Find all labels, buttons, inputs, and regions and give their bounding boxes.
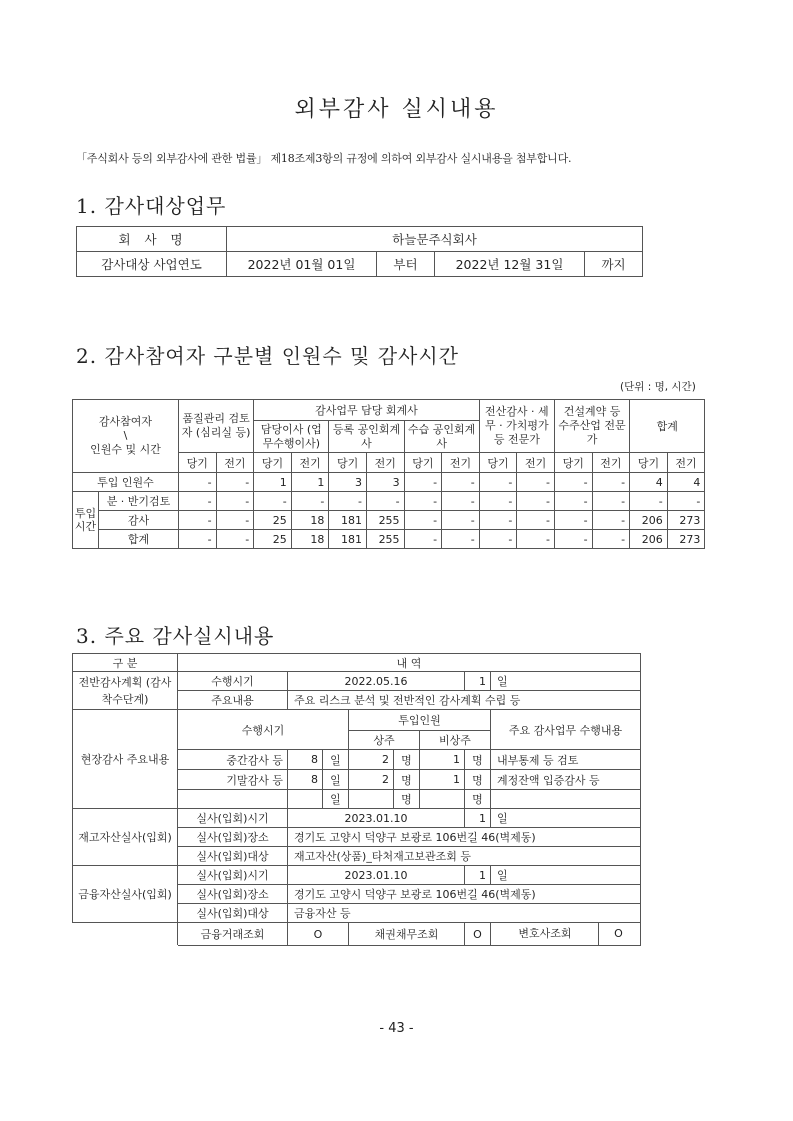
audit-target-table — [76, 226, 643, 277]
row-label-input-time: 투입 시간 — [73, 492, 99, 549]
day-unit: 일 — [323, 790, 349, 809]
day-unit: 일 — [491, 809, 641, 828]
group-total: 합계 — [630, 400, 705, 453]
field-label: 현장감사 주요내용 — [73, 710, 178, 809]
value-cell: 25 — [254, 530, 292, 549]
value-cell: 255 — [366, 511, 404, 530]
period-previous: 전기 — [667, 453, 705, 473]
value-cell: - — [216, 530, 254, 549]
col-category: 구 분 — [73, 654, 178, 672]
period-current: 당기 — [254, 453, 292, 473]
confirm-lawyer-cell — [491, 923, 641, 946]
field-row-name — [178, 790, 288, 809]
value-cell: 273 — [667, 511, 705, 530]
value-cell: 181 — [329, 530, 367, 549]
unit-label: (단위 : 명, 시간) — [620, 381, 696, 393]
period-to: 까지 — [585, 252, 643, 277]
value-cell: 3 — [329, 473, 367, 492]
period-label: 감사대상 사업연도 — [77, 252, 227, 277]
day-unit: 일 — [491, 866, 641, 885]
field-row-name: 중간감사 등 — [178, 750, 288, 770]
value-cell: - — [479, 511, 517, 530]
value-cell: - — [517, 530, 555, 549]
blank-cell — [73, 923, 178, 946]
value-cell: - — [479, 530, 517, 549]
value-cell: - — [366, 492, 404, 511]
value-cell: 255 — [366, 530, 404, 549]
value-cell: 25 — [254, 511, 292, 530]
value-cell: - — [254, 492, 292, 511]
value-cell: - — [179, 530, 217, 549]
field-row-resident: 2 — [349, 770, 394, 790]
value-cell: - — [216, 473, 254, 492]
confirm-debt-value: O — [465, 923, 491, 946]
plan-when-label: 수행시기 — [178, 672, 288, 691]
value-cell: 206 — [630, 530, 668, 549]
value-cell: - — [404, 492, 442, 511]
col-detail: 내 역 — [178, 654, 641, 672]
field-row-desc — [491, 790, 641, 809]
value-cell: - — [179, 511, 217, 530]
inventory-place: 경기도 고양시 덕양구 보광로 106번길 46(벽제동) — [288, 828, 641, 847]
confirm-finance-label: 금융거래조회 — [178, 923, 288, 946]
plan-day-unit: 일 — [491, 672, 641, 691]
inventory-label: 재고자산실사(입회) — [73, 809, 178, 866]
participants-table — [72, 399, 705, 549]
value-cell: - — [554, 492, 592, 511]
field-staff-label: 투입인원 — [349, 710, 491, 731]
corner-cell — [73, 400, 179, 473]
person-unit: 명 — [394, 770, 420, 790]
financial-label: 금융자산실사(입회) — [73, 866, 178, 923]
period-previous: 전기 — [291, 453, 329, 473]
period-from: 부터 — [377, 252, 435, 277]
financial-days: 1 — [465, 866, 491, 885]
section1-heading: 1. 감사대상업무 — [76, 194, 227, 218]
confirm-debt-label: 채권채무조회 — [349, 923, 465, 946]
financial-target: 금융자산 등 — [288, 904, 641, 923]
value-cell: - — [404, 530, 442, 549]
value-cell: 18 — [291, 530, 329, 549]
value-cell: - — [216, 492, 254, 511]
value-cell: - — [329, 492, 367, 511]
value-cell: - — [630, 492, 668, 511]
corner-top: 감사참여자 — [98, 415, 153, 428]
field-row-days: 8 — [288, 770, 323, 790]
row-label-headcount: 투입 인원수 — [73, 473, 179, 492]
value-cell: - — [479, 492, 517, 511]
confirm-lawyer-value: O — [598, 923, 639, 945]
row-label-review: 분 · 반기검토 — [99, 492, 179, 511]
sub-trainee: 수습 공인회계사 — [404, 421, 479, 453]
inventory-when-label: 실사(입회)시기 — [178, 809, 288, 828]
value-cell: - — [667, 492, 705, 511]
group-construction: 건설계약 등 수주산업 전문가 — [554, 400, 629, 453]
plan-days: 1 — [465, 672, 491, 691]
corner-slash: \ — [123, 429, 128, 442]
field-when-label: 수행시기 — [178, 710, 349, 750]
value-cell: - — [291, 492, 329, 511]
page-title: 외부감사 실시내용 — [294, 97, 499, 122]
period-current: 당기 — [179, 453, 217, 473]
confirm-lawyer-label: 변호사조회 — [518, 927, 572, 940]
page-number: - 43 - — [379, 1021, 414, 1036]
value-cell: - — [442, 492, 480, 511]
inventory-target: 재고자산(상품)_타처재고보관조회 등 — [288, 847, 641, 866]
field-row-days — [288, 790, 323, 809]
inventory-target-label: 실사(입회)대상 — [178, 847, 288, 866]
inventory-place-label: 실사(입회)장소 — [178, 828, 288, 847]
value-cell: - — [592, 492, 630, 511]
plan-content-label: 주요내용 — [178, 691, 288, 710]
field-row-nonresident — [420, 790, 465, 809]
period-start: 2022년 01월 01일 — [227, 252, 377, 277]
value-cell: 4 — [667, 473, 705, 492]
value-cell: - — [517, 511, 555, 530]
corner-bottom: 인원수 및 시간 — [90, 443, 161, 456]
inventory-when: 2023.01.10 — [288, 809, 465, 828]
row-label-sum: 합계 — [99, 530, 179, 549]
intro-text: 「주식회사 등의 외부감사에 관한 법률」 제18조제3항의 규정에 의하여 외부감사 실시내용을 첨부합니다. — [76, 152, 572, 165]
sub-partner: 담당이사 (업무수행이사) — [254, 421, 329, 453]
section3-heading: 3. 주요 감사실시내용 — [76, 624, 275, 648]
value-cell: - — [442, 530, 480, 549]
value-cell: - — [179, 492, 217, 511]
value-cell: 206 — [630, 511, 668, 530]
value-cell: - — [592, 530, 630, 549]
period-current: 당기 — [479, 453, 517, 473]
day-unit: 일 — [323, 750, 349, 770]
period-previous: 전기 — [216, 453, 254, 473]
value-cell: - — [404, 511, 442, 530]
value-cell: 273 — [667, 530, 705, 549]
field-resident: 상주 — [349, 731, 420, 750]
value-cell: 1 — [291, 473, 329, 492]
value-cell: - — [179, 473, 217, 492]
field-row-desc: 계정잔액 입증감사 등 — [491, 770, 641, 790]
field-row-resident — [349, 790, 394, 809]
period-end: 2022년 12월 31일 — [435, 252, 585, 277]
plan-label: 전반감사계획 (감사착수단계) — [73, 672, 178, 710]
sub-cpa: 등록 공인회계사 — [329, 421, 404, 453]
group-it: 전산감사 · 세무 · 가치평가 등 전문가 — [479, 400, 554, 453]
day-unit: 일 — [323, 770, 349, 790]
value-cell: - — [479, 473, 517, 492]
value-cell: - — [216, 511, 254, 530]
value-cell: - — [554, 530, 592, 549]
period-previous: 전기 — [442, 453, 480, 473]
audit-detail-table — [72, 653, 641, 946]
plan-when: 2022.05.16 — [288, 672, 465, 691]
group-quality: 품질관리 검토자 (심리실 등) — [179, 400, 254, 453]
value-cell: - — [404, 473, 442, 492]
field-nonresident: 비상주 — [420, 731, 491, 750]
period-current: 당기 — [329, 453, 367, 473]
group-audit: 감사업무 담당 회계사 — [254, 400, 480, 421]
person-unit: 명 — [394, 750, 420, 770]
value-cell: - — [442, 511, 480, 530]
value-cell: 18 — [291, 511, 329, 530]
financial-place-label: 실사(입회)장소 — [178, 885, 288, 904]
person-unit: 명 — [465, 770, 491, 790]
person-unit: 명 — [465, 790, 491, 809]
period-current: 당기 — [404, 453, 442, 473]
value-cell: - — [442, 473, 480, 492]
period-previous: 전기 — [517, 453, 555, 473]
period-previous: 전기 — [592, 453, 630, 473]
value-cell: - — [554, 473, 592, 492]
value-cell: - — [517, 492, 555, 511]
company-name: 하늘문주식회사 — [227, 227, 643, 252]
value-cell: - — [592, 473, 630, 492]
value-cell: 4 — [630, 473, 668, 492]
person-unit: 명 — [394, 790, 420, 809]
person-unit: 명 — [465, 750, 491, 770]
field-row-resident: 2 — [349, 750, 394, 770]
row-label-audit: 감사 — [99, 511, 179, 530]
financial-place: 경기도 고양시 덕양구 보광로 106번길 46(벽제동) — [288, 885, 641, 904]
field-row-days: 8 — [288, 750, 323, 770]
value-cell: - — [554, 511, 592, 530]
inventory-days: 1 — [465, 809, 491, 828]
value-cell: - — [517, 473, 555, 492]
field-row-nonresident: 1 — [420, 770, 465, 790]
period-previous: 전기 — [366, 453, 404, 473]
financial-target-label: 실사(입회)대상 — [178, 904, 288, 923]
field-row-desc: 내부통제 등 검토 — [491, 750, 641, 770]
value-cell: 181 — [329, 511, 367, 530]
plan-content: 주요 리스크 분석 및 전반적인 감사계획 수립 등 — [288, 691, 641, 710]
financial-when: 2023.01.10 — [288, 866, 465, 885]
period-current: 당기 — [554, 453, 592, 473]
value-cell: 3 — [366, 473, 404, 492]
section2-heading: 2. 감사참여자 구분별 인원수 및 감사시간 — [76, 344, 459, 368]
financial-when-label: 실사(입회)시기 — [178, 866, 288, 885]
period-current: 당기 — [630, 453, 668, 473]
value-cell: - — [592, 511, 630, 530]
field-row-name: 기말감사 등 — [178, 770, 288, 790]
field-row-nonresident: 1 — [420, 750, 465, 770]
confirm-finance-value: O — [288, 923, 349, 946]
company-label: 회 사 명 — [77, 227, 227, 252]
value-cell: 1 — [254, 473, 292, 492]
field-main-label: 주요 감사업무 수행내용 — [491, 710, 641, 750]
